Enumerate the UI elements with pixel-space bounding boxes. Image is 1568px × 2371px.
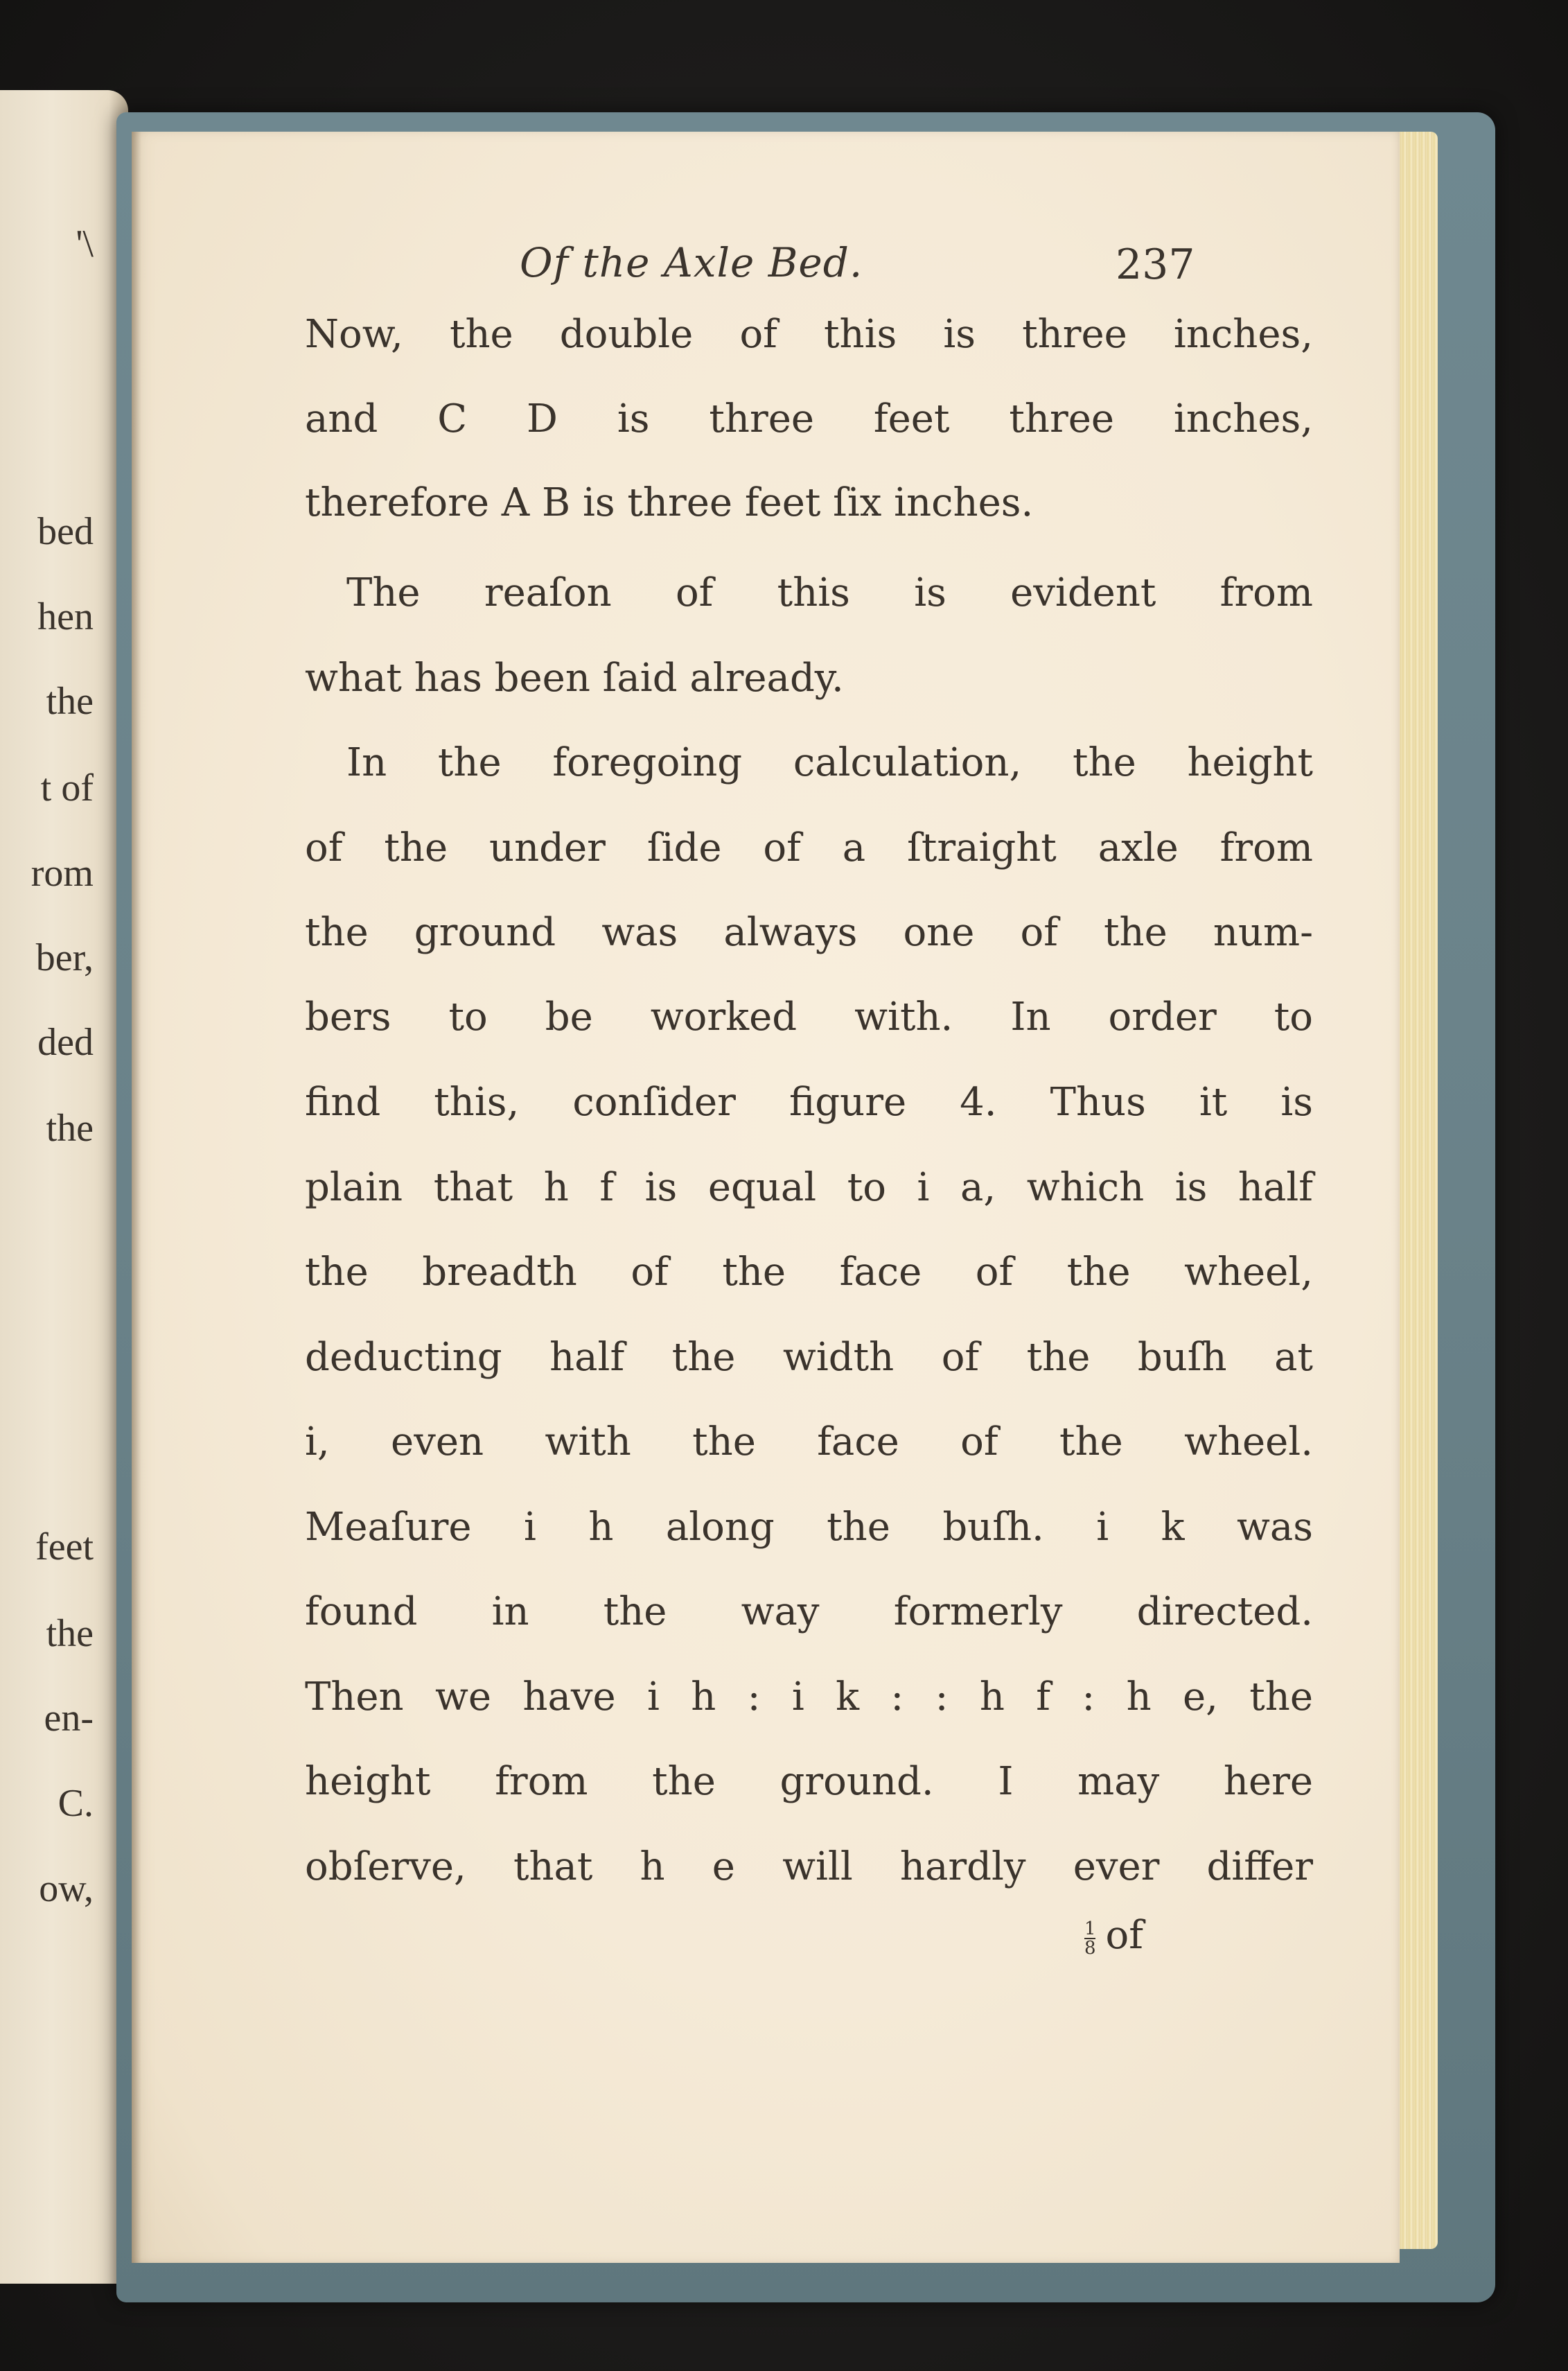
previous-page-fragment: hen xyxy=(37,595,94,638)
page-number: 237 xyxy=(1116,240,1195,289)
previous-page-text-fragments xyxy=(0,90,128,2284)
text-line: In the foregoing calculation, the height xyxy=(346,740,1313,785)
page-gutter-shadow xyxy=(132,132,141,2263)
text-line: deducting half the width of the buſh at xyxy=(305,1335,1313,1380)
previous-page-fragment: '\ xyxy=(76,222,94,265)
text-line: and C D is three feet three inches, xyxy=(305,396,1313,441)
text-line: Meaſure i h along the buſh. i k was xyxy=(305,1505,1313,1550)
text-line: of the under ſide of a ſtraight axle from xyxy=(305,825,1313,870)
previous-page-fragment: the xyxy=(46,680,94,723)
previous-page-fragment: t of xyxy=(40,767,94,810)
previous-page-fragment: the xyxy=(46,1107,94,1150)
running-head xyxy=(132,239,1400,315)
previous-page-fragment: en- xyxy=(44,1697,94,1740)
text-line: obſerve, that h e will hardly ever differ xyxy=(305,1844,1313,1889)
text-line: find this, conſider figure 4. Thus it is xyxy=(305,1080,1313,1125)
text-line: the breadth of the face of the wheel, xyxy=(305,1250,1313,1295)
fraction-numerator: 1 xyxy=(1084,1918,1096,1939)
previous-page-fragment: rom xyxy=(30,852,94,895)
text-line: the ground was always one of the num- xyxy=(305,910,1313,955)
text-line: found in the way formerly directed. xyxy=(305,1589,1313,1634)
previous-page-fragment: ber, xyxy=(35,936,94,979)
text-line: plain that h f is equal to i a, which is half xyxy=(305,1165,1313,1210)
previous-page-fragment: bed xyxy=(37,510,94,553)
book-page xyxy=(132,132,1400,2263)
text-line: i, even with the face of the wheel. xyxy=(305,1419,1313,1464)
previous-page-fragment: ow, xyxy=(39,1867,94,1910)
catchword-text: of xyxy=(1105,1913,1143,1958)
previous-page-fragment: C. xyxy=(58,1782,94,1825)
previous-page-edge xyxy=(0,90,128,2284)
fraction-denominator: 8 xyxy=(1084,1937,1096,1959)
text-line: Then we have i h : i k : : h f : h e, the xyxy=(305,1674,1313,1720)
text-line: therefore A B is three feet ſix inches. xyxy=(305,480,1034,525)
text-line: Now, the double of this is three inches, xyxy=(305,312,1313,357)
text-line: what has been ſaid already. xyxy=(305,656,844,701)
text-line: height from the ground. I may here xyxy=(305,1759,1313,1804)
text-line: The reaſon of this is evident from xyxy=(346,570,1313,615)
fraction xyxy=(1084,1918,1096,1959)
text-line: bers to be worked with. In order to xyxy=(305,995,1313,1040)
previous-page-fragment: the xyxy=(46,1612,94,1655)
previous-page-fragment: feet xyxy=(35,1525,94,1568)
previous-page-fragment: ded xyxy=(37,1021,94,1064)
catchword xyxy=(1084,1913,1143,1958)
running-title: Of the Axle Bed. xyxy=(520,239,863,286)
